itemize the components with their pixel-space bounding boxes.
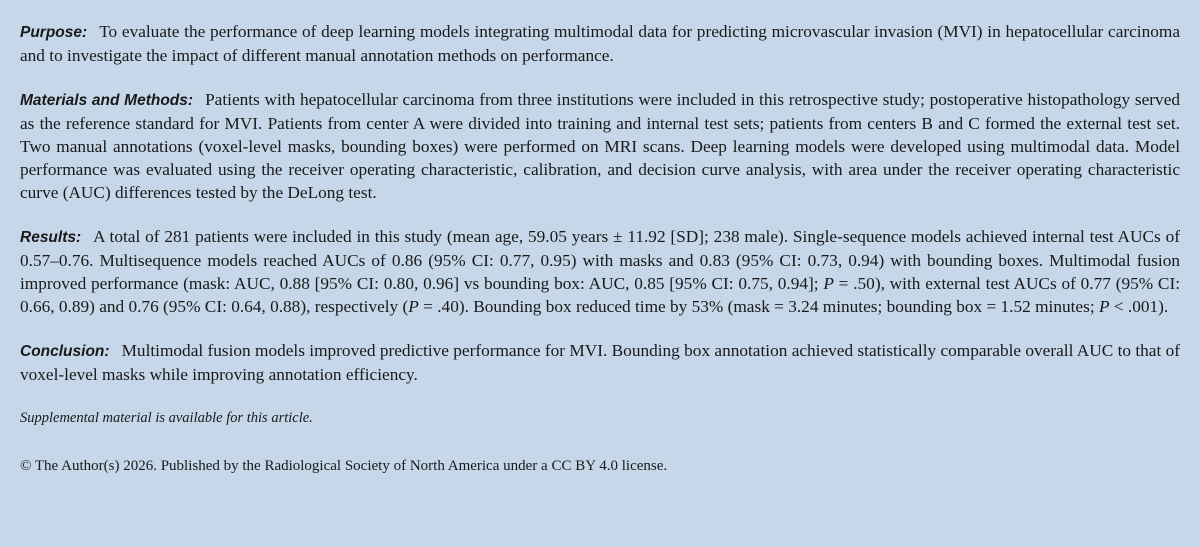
conclusion-section [20, 339, 1180, 386]
supplemental-note: Supplemental material is available for this article. [20, 410, 313, 426]
p-value-symbol: P [1098, 297, 1110, 316]
results-text-3: = .40). Bounding box reduced time by 53% (mask = 3.24 minutes; bounding box = 1.52 minutes; [418, 297, 1099, 316]
methods-heading: Materials and Methods: [20, 92, 194, 109]
methods-text: Patients with hepatocellular carcinoma from three institutions were included in this retrospective study; postoperative histopathology served as the reference standard for MVI. Patients from center A were divided into training and internal test sets; patients from centers B and C formed the external test set. Two manual annotations (voxel-level masks, bounding boxes) were performed on MRI scans. Deep learning models were developed using multimodal data. Model performance was evaluated using the receiver operating characteristic, calibration, and decision curve analysis, with area under the receiver operating characteristic curve (AUC) differences tested by the DeLong test. [20, 90, 1180, 202]
results-text-1: A total of 281 patients were included in this study (mean age, 59.05 years ± 11.92 [SD]; 238 male). Single-sequence models achieved internal test AUCs of 0.57–0.76. Multisequence models reached AUCs of 0.86 (95% CI: 0.77, 0.95) with masks and 0.83 (95% CI: 0.73, 0.94) with bounding boxes. Multimodal fusion improved performance (mask: AUC, 0.88 [95% CI: 0.80, 0.96] vs bounding box: AUC, 0.85 [95% CI: 0.75, 0.94]; [20, 227, 1180, 293]
results-text-2: = .50), with external test AUCs of 0.77 (95% CI: 0.66, 0.89) and 0.76 (95% CI: 0.64, 0.88), respectively ( [20, 274, 1181, 316]
copyright-notice: © The Author(s) 2026. Published by the Radiological Society of North America under a CC BY 4.0 license. [20, 458, 668, 474]
purpose-section [20, 20, 1180, 67]
results-section [20, 225, 1180, 318]
purpose-text: To evaluate the performance of deep learning models integrating multimodal data for predicting microvascular invasion (MVI) in hepatocellular carcinoma and to investigate the impact of different manual annotation methods on performance. [20, 22, 1180, 65]
purpose-heading: Purpose: [20, 24, 88, 41]
conclusion-heading: Conclusion: [20, 343, 110, 360]
methods-section [20, 88, 1180, 204]
results-heading: Results: [20, 229, 82, 246]
results-text-4: < .001). [1109, 297, 1169, 316]
p-value-symbol: P [408, 297, 419, 316]
conclusion-text: Multimodal fusion models improved predictive performance for MVI. Bounding box annotation achieved statistically comparable overall AUC to that of voxel-level masks while improving annotation efficiency. [20, 341, 1180, 384]
p-value-symbol: P [823, 274, 834, 293]
